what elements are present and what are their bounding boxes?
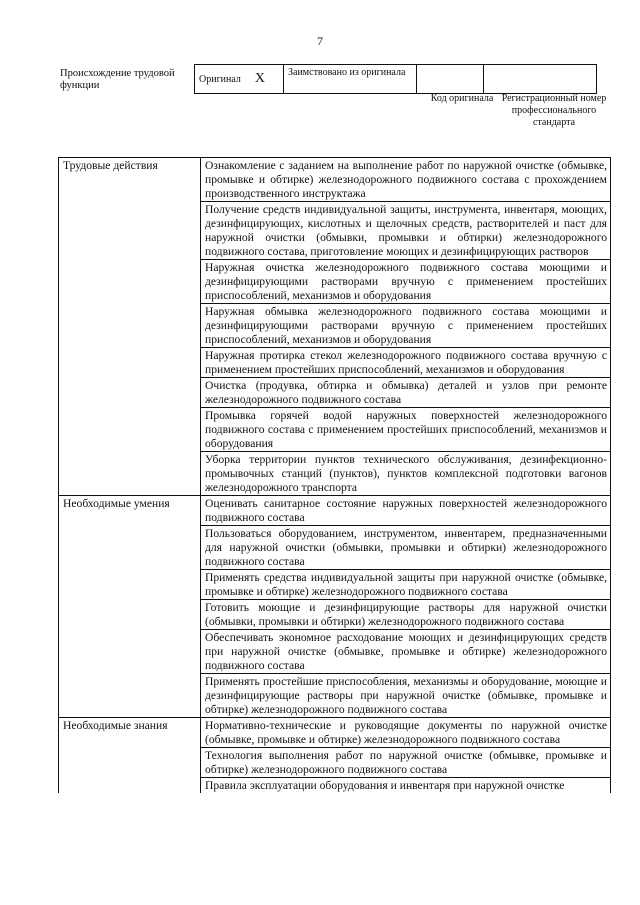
table-cell: Очистка (продувка, обтирка и обмывка) деталей и узлов при ремонте железнодорожного подвижного состава — [201, 378, 611, 408]
table-cell: Промывка горячей водой наружных поверхностей железнодорожного подвижного состава с применением простейших приспособлений, механизмов и оборудования — [201, 408, 611, 452]
table-cell: Обеспечивать экономное расходование моющих и дезинфицирующих средств при наружной очистке (обмывке, промывке и обтирке) железнодорожного подвижного состава — [201, 630, 611, 674]
section-title: Необходимые знания — [59, 718, 201, 794]
table-cell: Пользоваться оборудованием, инструментом, инвентарем, предназначенными для наружной очистки (обмывки, промывки и обтирки) железнодорожного подвижного состава — [201, 526, 611, 570]
table-cell: Правила эксплуатации оборудования и инвентаря при наружной очистке — [201, 778, 611, 794]
code-cell — [417, 65, 484, 94]
original-mark: X — [254, 71, 266, 86]
table-cell: Оценивать санитарное состояние наружных поверхностей железнодорожного подвижного состава — [201, 496, 611, 526]
original-cell — [195, 65, 284, 94]
borrowed-cell: Заимствовано из оригинала — [284, 65, 417, 94]
code-caption: Код оригинала — [430, 93, 494, 104]
table-cell: Получение средств индивидуальной защиты, инструмента, инвентаря, моющих, дезинфицирующих, кислотных и щелочных средств, растворителей и паст для наружной очистки (обмывки, промывки и обтирки) железнодорожного подвижного состава, приготовление моющих и дезинфицирующих растворов — [201, 202, 611, 260]
table-cell: Ознакомление с заданием на выполнение работ по наружной очистке (обмывке, промывке и обтирке) железнодорожного подвижного состава с прохождением производственного инструктажа — [201, 158, 611, 202]
origin-table — [194, 64, 597, 94]
section-title: Трудовые действия — [59, 158, 201, 496]
table-cell: Технология выполнения работ по наружной очистке (обмывке, промывке и обтирке) железнодорожного подвижного состава — [201, 748, 611, 778]
table-cell: Наружная протирка стекол железнодорожного подвижного состава вручную с применением простейших приспособлений, механизмов и оборудования — [201, 348, 611, 378]
table-cell: Нормативно-технические и руководящие документы по наружной очистке (обмывке, промывке и обтирке) железнодорожного подвижного состава — [201, 718, 611, 748]
origin-label: Происхождение трудовой функции — [60, 68, 175, 91]
section-title: Необходимые умения — [59, 496, 201, 718]
registration-caption: Регистрационный номер профессионального стандарта — [501, 93, 607, 128]
original-label: Оригинал — [199, 74, 241, 85]
table-cell: Уборка территории пунктов технического обслуживания, дезинфекционно-промывочных станций (пунктов), пунктов комплексной подготовки вагонов железнодорожного транспорта — [201, 452, 611, 496]
page-number: 7 — [317, 34, 323, 48]
table-cell: Применять средства индивидуальной защиты при наружной очистке (обмывке, промывке и обтирке) железнодорожного подвижного состава — [201, 570, 611, 600]
table-cell: Готовить моющие и дезинфицирующие растворы для наружной очистки (обмывки, промывки и обтирки) железнодорожного подвижного состава — [201, 600, 611, 630]
registration-cell — [484, 65, 597, 94]
labor-function-table — [58, 157, 611, 793]
table-cell: Применять простейшие приспособления, механизмы и оборудование, моющие и дезинфицирующие растворы при наружной очистке (обмывке, промывке и обтирке) железнодорожного подвижного состава — [201, 674, 611, 718]
table-cell: Наружная очистка железнодорожного подвижного состава моющими и дезинфицирующими растворами вручную с применением простейших приспособлений, механизмов и оборудования — [201, 260, 611, 304]
table-cell: Наружная обмывка железнодорожного подвижного состава моющими и дезинфицирующими растворами вручную с применением простейших приспособлений, механизмов и оборудования — [201, 304, 611, 348]
